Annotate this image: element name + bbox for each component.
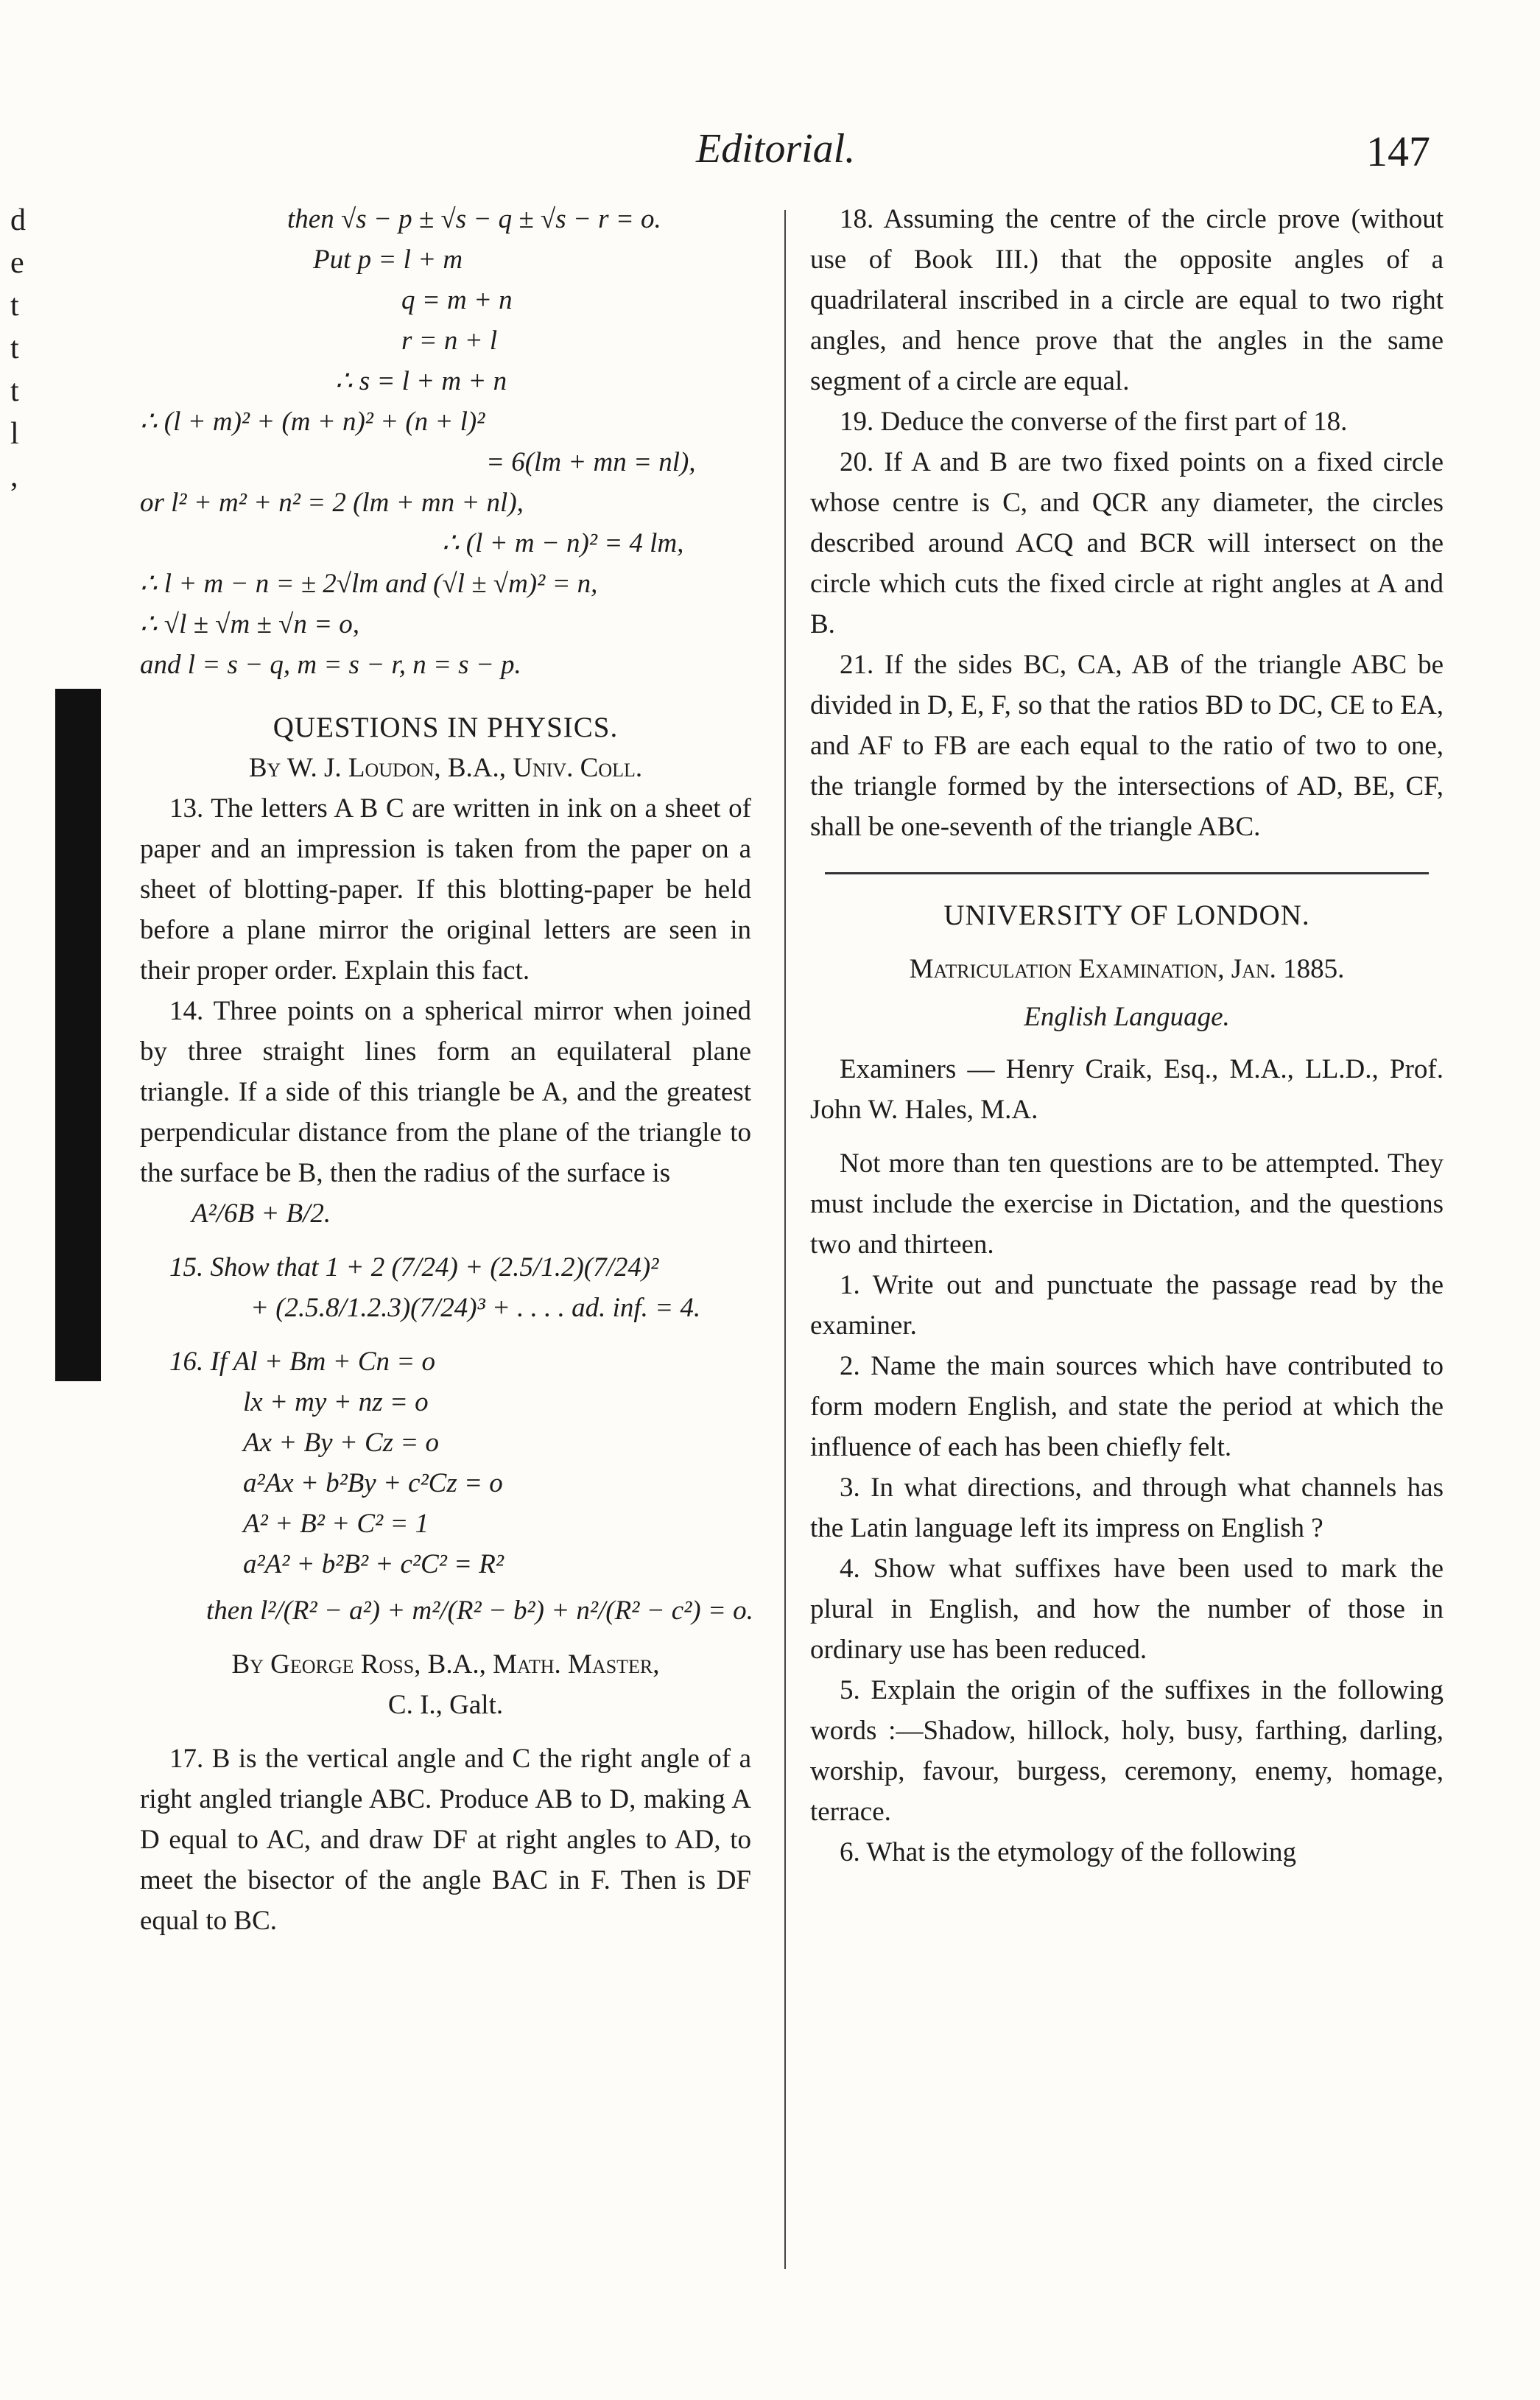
- question-16-line: Ax + By + Cz = o: [243, 1428, 440, 1458]
- math-line: Put p = l + m: [313, 245, 463, 275]
- english-question-2: 2. Name the main sources which have contributed to form modern English, and state the period at which the influence of each has been chiefly felt.: [810, 1351, 1444, 1462]
- margin-letter: t: [10, 374, 19, 408]
- scan-edge-bar: [55, 689, 101, 1381]
- margin-letter: ,: [10, 460, 18, 494]
- section-heading-physics: QUESTIONS IN PHYSICS.: [273, 712, 619, 743]
- math-line: r = n + l: [401, 326, 498, 356]
- question-19: 19. Deduce the converse of the first part of 18.: [840, 407, 1348, 437]
- math-line: ∴ (l + m − n)² = 4 lm,: [442, 528, 684, 558]
- margin-letter: t: [10, 289, 19, 323]
- math-line: q = m + n: [401, 285, 513, 315]
- formula-14: A²/6B + B/2.: [191, 1199, 331, 1229]
- math-line: ∴ (l + m)² + (m + n)² + (n + l)²: [140, 407, 485, 437]
- section-heading-london: UNIVERSITY OF LONDON.: [943, 899, 1310, 931]
- english-question-5: 5. Explain the origin of the suffixes in the following words :—Shadow, hillock, holy, busy, farthing, darling, worship, favour, burgess, ceremony, enemy, homage, terrace.: [810, 1675, 1444, 1827]
- question-16-line: a²A² + b²B² + c²C² = R²: [243, 1549, 504, 1579]
- margin-letter: e: [10, 246, 24, 280]
- margin-letter: d: [10, 203, 26, 237]
- english-question-4: 4. Show what suffixes have been used to mark the plural in English, and how the number of those in ordinary use has been reduced.: [810, 1554, 1444, 1665]
- margin-letter: l: [10, 417, 19, 451]
- question-20: 20. If A and B are two fixed points on a fixed circle whose centre is C, and QCR any diameter, the circles described around ACQ and BCR will intersect on the circle which cuts the fixed circle at right angles at A and B.: [810, 447, 1444, 639]
- right-column: [810, 199, 1444, 1873]
- page-header: [0, 110, 1540, 177]
- exam-title: Matriculation Examination, Jan. 1885.: [909, 954, 1345, 984]
- math-line: then √s − p ± √s − q ± √s − r = o.: [287, 204, 661, 234]
- section-rule: [825, 872, 1429, 874]
- question-16-line: lx + my + nz = o: [243, 1387, 429, 1417]
- running-title: Editorial.: [696, 126, 856, 172]
- question-15-line-2: + (2.5.8/1.2.3)(7/24)³ + . . . . ad. inf. = 4.: [250, 1293, 701, 1323]
- margin-letter: t: [10, 331, 19, 365]
- byline-loudon: By W. J. Loudon, B.A., Univ. Coll.: [248, 753, 643, 783]
- left-column: [140, 199, 751, 1941]
- question-16-line: a²Ax + b²By + c²Cz = o: [243, 1468, 503, 1498]
- math-line: and l = s − q, m = s − r, n = s − p.: [140, 650, 521, 680]
- question-17: 17. B is the vertical angle and C the right angle of a right angled triangle ABC. Produce AB to D, making A D equal to AC, and draw DF at right angles to AD, to meet the bisector of the angle BAC in F. Then is DF equal to BC.: [140, 1744, 751, 1936]
- question-18: 18. Assuming the centre of the circle prove (without use of Book III.) that the opposite angles of a quadrilateral inscribed in a circle are equal to two right angles, and hence prove that the angles in the same segment of a circle are equal.: [810, 204, 1444, 396]
- question-16-line: 16. If Al + Bm + Cn = o: [169, 1347, 435, 1377]
- page-number: 147: [1366, 127, 1430, 175]
- math-line: ∴ l + m − n = ± 2√lm and (√l ± √m)² = n,: [140, 569, 598, 599]
- english-question-1: 1. Write out and punctuate the passage read by the examiner.: [810, 1270, 1444, 1341]
- english-question-6: 6. What is the etymology of the following: [840, 1837, 1297, 1867]
- column-divider: [784, 210, 786, 2269]
- math-line: ∴ √l ± √m ± √n = o,: [140, 609, 360, 639]
- byline-ross-place: C. I., Galt.: [387, 1690, 504, 1720]
- math-line: ∴ s = l + m + n: [335, 366, 507, 396]
- question-16-line: A² + B² + C² = 1: [243, 1509, 429, 1539]
- question-16-conclusion: then l²/(R² − a²) + m²/(R² − b²) + n²/(R² − c²) = o.: [206, 1596, 753, 1626]
- byline-ross: By George Ross, B.A., Math. Master,: [231, 1649, 660, 1680]
- english-question-3: 3. In what directions, and through what channels has the Latin language left its impress on English ?: [810, 1473, 1444, 1543]
- exam-subject: English Language.: [1024, 1002, 1230, 1032]
- question-15-line-1: 15. Show that 1 + 2 (7/24) + (2.5/1.2)(7/24)²: [169, 1252, 659, 1283]
- margin-fragment: [0, 199, 44, 766]
- instructions: Not more than ten questions are to be attempted. They must include the exercise in Dictation, and the questions two and thirteen.: [810, 1148, 1444, 1260]
- question-21: 21. If the sides BC, CA, AB of the triangle ABC be divided in D, E, F, so that the ratios BD to DC, CE to EA, and AF to FB are each equal to the ratio of two to one, the triangle formed by the intersections of AD, BE, CF, shall be one-seventh of the triangle ABC.: [810, 650, 1444, 842]
- question-14: 14. Three points on a spherical mirror when joined by three straight lines form an equilateral plane triangle. If a side of this triangle be A, and the greatest perpendicular distance from the plane of the triangle to the surface be B, then the radius of the surface is: [140, 996, 751, 1188]
- math-line: or l² + m² + n² = 2 (lm + mn + nl),: [140, 488, 524, 518]
- examiners: Examiners — Henry Craik, Esq., M.A., LL.D., Prof. John W. Hales, M.A.: [810, 1054, 1444, 1125]
- question-13: 13. The letters A B C are written in ink on a sheet of paper and an impression is taken from the paper on a sheet of blotting-paper. If this blotting-paper be held before a plane mirror the original letters are seen in their proper order. Explain this fact.: [140, 793, 751, 986]
- math-line: = 6(lm + mn = nl),: [486, 447, 696, 477]
